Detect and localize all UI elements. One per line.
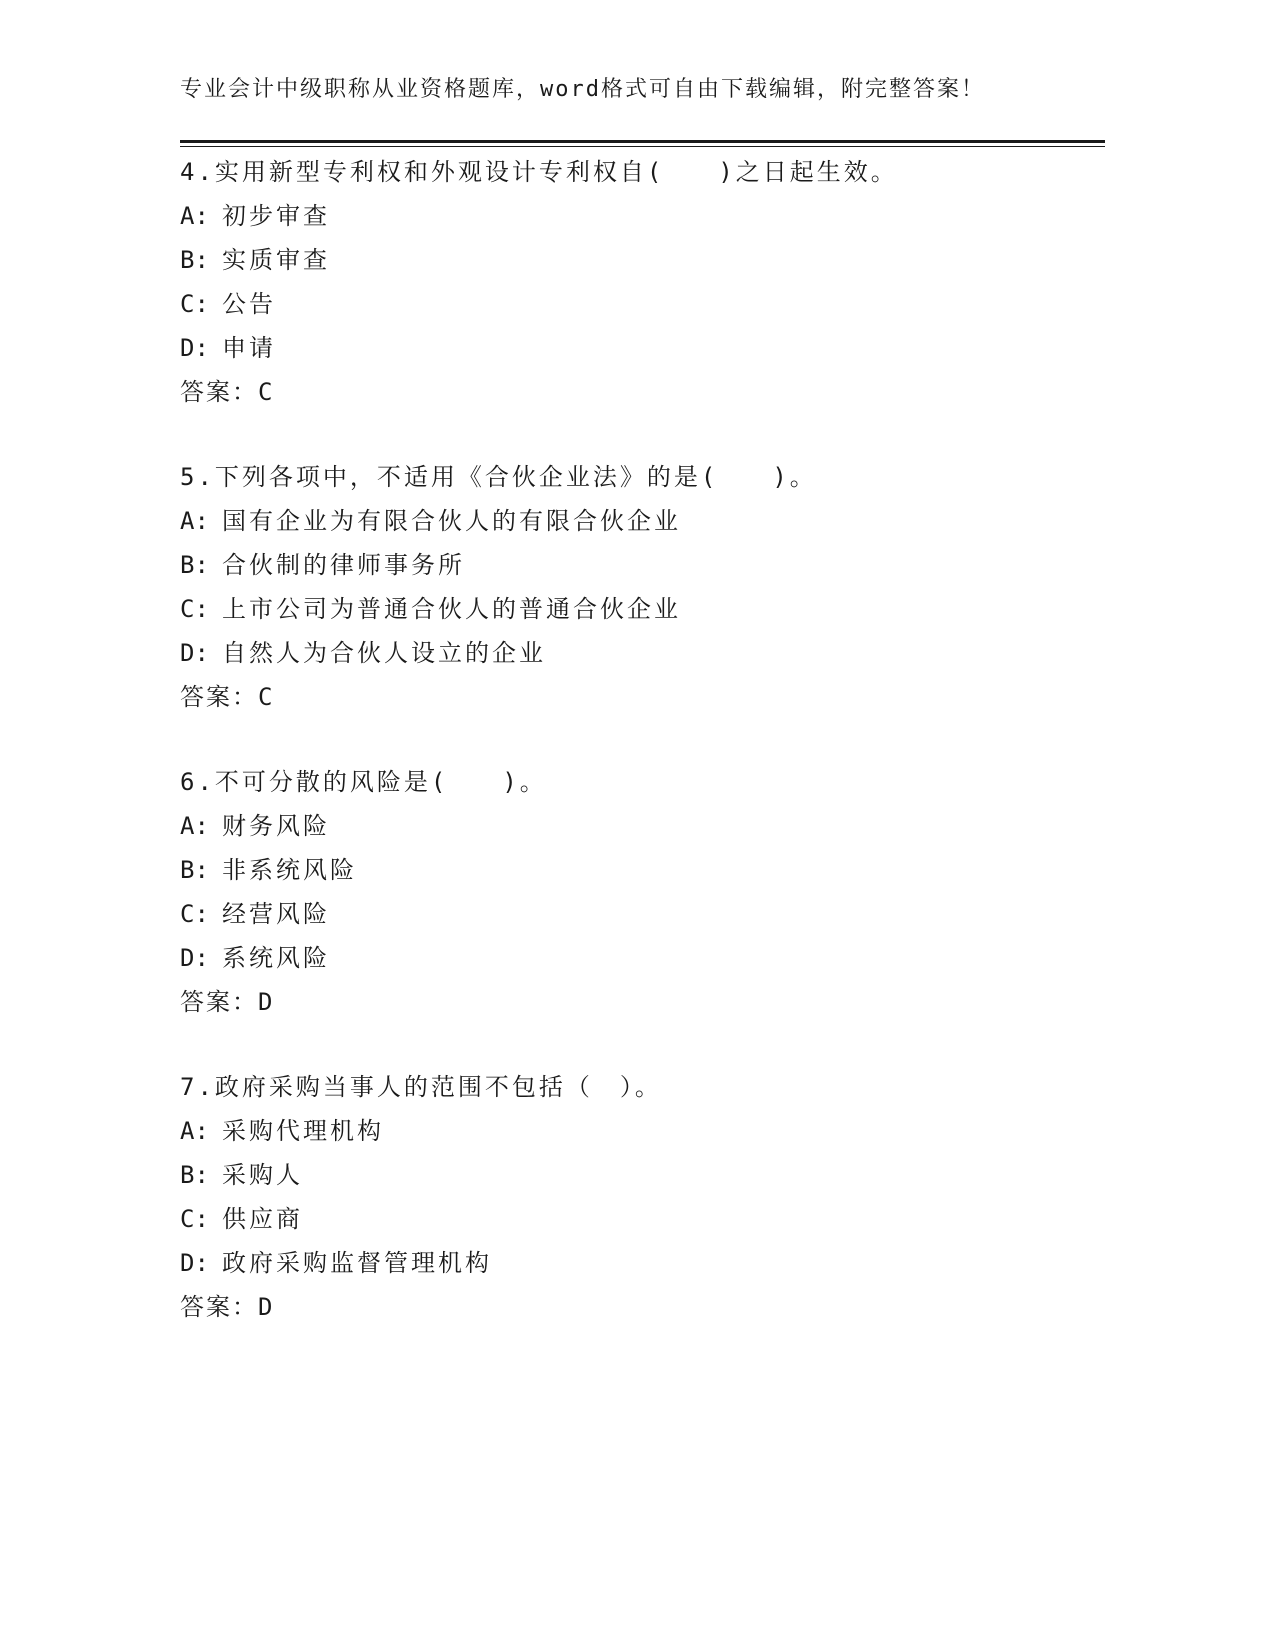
option-text: 合伙制的律师事务所 (222, 551, 465, 579)
answer-label: 答案： (180, 1293, 258, 1321)
option-c (180, 892, 1105, 936)
option-text: 上市公司为普通合伙人的普通合伙企业 (222, 595, 681, 623)
option-b (180, 238, 1105, 282)
answer-value: D (258, 1293, 274, 1321)
option-letter: B: (180, 246, 209, 274)
option-b (180, 1153, 1105, 1197)
option-text: 财务风险 (222, 812, 330, 840)
option-letter: D: (180, 1249, 209, 1277)
option-text: 采购人 (222, 1161, 303, 1189)
option-letter: D: (180, 334, 209, 362)
option-letter: D: (180, 944, 209, 972)
option-text: 公告 (222, 290, 276, 318)
option-letter: C: (180, 900, 209, 928)
option-d (180, 631, 1105, 675)
option-text: 非系统风险 (222, 856, 357, 884)
question-7 (180, 1065, 1105, 1329)
option-b (180, 543, 1105, 587)
option-letter: B: (180, 1161, 209, 1189)
answer-line (180, 1285, 1105, 1329)
answer-line (180, 675, 1105, 719)
option-b (180, 848, 1105, 892)
answer-label: 答案： (180, 683, 258, 711)
question-stem: 4.实用新型专利权和外观设计专利权自( )之日起生效。 (180, 158, 898, 186)
option-a (180, 499, 1105, 543)
option-letter: A: (180, 507, 209, 535)
question-stem: 7.政府采购当事人的范围不包括（ ）。 (180, 1073, 662, 1101)
option-text: 自然人为合伙人设立的企业 (222, 639, 546, 667)
option-letter: B: (180, 551, 209, 579)
question-stem: 5.下列各项中，不适用《合伙企业法》的是( )。 (180, 463, 817, 491)
option-letter: A: (180, 202, 209, 230)
option-text: 国有企业为有限合伙人的有限合伙企业 (222, 507, 681, 535)
header-rule-thick (180, 140, 1105, 143)
option-text: 申请 (222, 334, 276, 362)
option-a (180, 804, 1105, 848)
question-6 (180, 760, 1105, 1024)
answer-value: C (258, 378, 274, 406)
option-text: 经营风险 (222, 900, 330, 928)
answer-line (180, 370, 1105, 414)
option-text: 供应商 (222, 1205, 303, 1233)
header-note: 专业会计中级职称从业资格题库，word格式可自由下载编辑，附完整答案！ (180, 77, 985, 102)
option-letter: D: (180, 639, 209, 667)
option-c (180, 587, 1105, 631)
answer-value: C (258, 683, 274, 711)
header-rule-thin (180, 146, 1105, 147)
option-letter: B: (180, 856, 209, 884)
option-text: 初步审查 (222, 202, 330, 230)
option-a (180, 1109, 1105, 1153)
answer-line (180, 980, 1105, 1024)
question-4 (180, 150, 1105, 414)
option-letter: C: (180, 595, 209, 623)
answer-label: 答案： (180, 988, 258, 1016)
option-letter: C: (180, 1205, 209, 1233)
option-text: 实质审查 (222, 246, 330, 274)
answer-label: 答案： (180, 378, 258, 406)
question-5 (180, 455, 1105, 719)
option-c (180, 282, 1105, 326)
option-d (180, 1241, 1105, 1285)
option-text: 政府采购监督管理机构 (222, 1249, 492, 1277)
option-text: 采购代理机构 (222, 1117, 384, 1145)
option-a (180, 194, 1105, 238)
option-text: 系统风险 (222, 944, 330, 972)
option-d (180, 326, 1105, 370)
option-letter: A: (180, 812, 209, 840)
option-c (180, 1197, 1105, 1241)
option-letter: C: (180, 290, 209, 318)
option-d (180, 936, 1105, 980)
question-stem: 6.不可分散的风险是( )。 (180, 768, 547, 796)
option-letter: A: (180, 1117, 209, 1145)
answer-value: D (258, 988, 274, 1016)
